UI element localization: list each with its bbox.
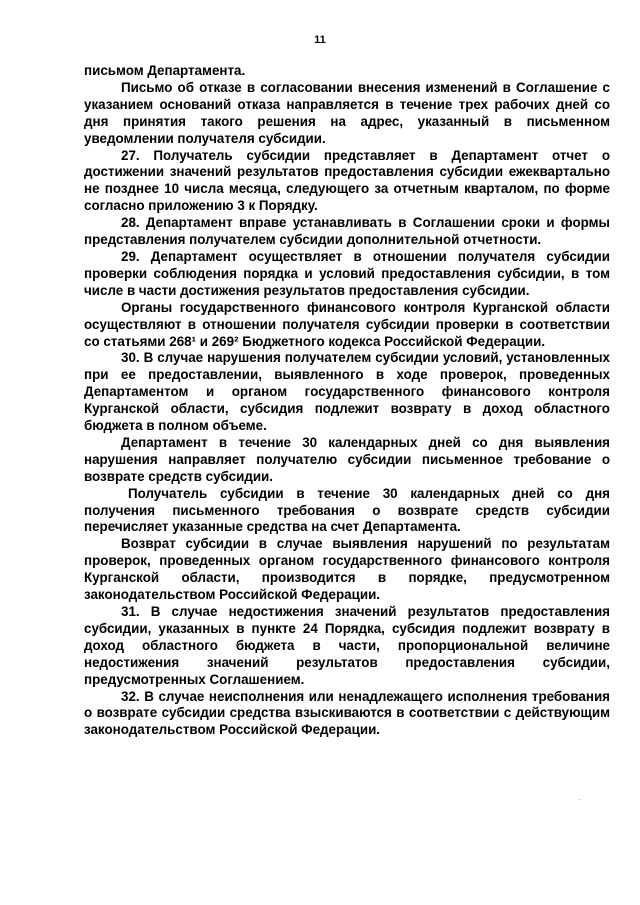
paragraph-30: 30. В случае нарушения получателем субсидии условий, установленных при ее предоставлении, выявленного в ходе проверок, проведенных Департаментом и органом государственного финансового контроля Курганской области, субсидия подлежит возврату в доход областного бюджета в полном объеме.	[84, 350, 610, 434]
paragraph-return-demand: Департамент в течение 30 календарных дней со дня выявления нарушения направляет получателю субсидии письменное требование о возврате средств субсидии.	[84, 434, 610, 484]
paragraph-return-procedure: Возврат субсидии в случае выявления нарушений по результатам проверок, проведенных органом государственного финансового контроля Курганской области, производится в порядке, предусмотренном законодательством Российской Федерации.	[84, 536, 610, 603]
paragraph-32: 32. В случае неисполнения или ненадлежащего исполнения требования о возврате субсидии средства взыскиваются в соответствии с действующим законодательством Российской Федерации.	[84, 688, 610, 738]
paragraph-29: 29. Департамент осуществляет в отношении получателя субсидии проверки соблюдения порядка и условий предоставления субсидии, в том числе в части достижения результатов предоставления субсидии.	[84, 248, 610, 298]
document-body	[84, 63, 610, 739]
scan-mark: ·	[578, 795, 581, 804]
paragraph-financial-control: Органы государственного финансового контроля Курганской области осуществляют в отношении получателя субсидии проверки в соответствии со статьями 268¹ и 269² Бюджетного кодекса Российской Федерации.	[84, 299, 610, 349]
paragraph-continuation: письмом Департамента.	[84, 63, 246, 78]
page-number: 11	[314, 34, 326, 46]
paragraph-recipient-transfer: Получатель субсидии в течение 30 календарных дней со дня получения письменного требования о возврате средств субсидии перечисляет указанные средства на счет Департамента.	[84, 485, 610, 535]
paragraph-28: 28. Департамент вправе устанавливать в Соглашении сроки и формы представления получателем субсидии дополнительной отчетности.	[84, 215, 610, 248]
paragraph-refusal-letter: Письмо об отказе в согласовании внесения изменений в Соглашение с указанием оснований отказа направляется в течение трех рабочих дней со дня принятия такого решения на адрес, указанный в письменном уведомлении получателя субсидии.	[84, 79, 610, 146]
paragraph-27: 27. Получатель субсидии представляет в Департамент отчет о достижении значений результатов предоставления субсидии ежеквартально не позднее 10 числа месяца, следующего за отчетным кварталом, по форме согласно приложению 3 к Порядку.	[84, 147, 610, 214]
paragraph-31: 31. В случае недостижения значений результатов предоставления субсидии, указанных в пункте 24 Порядка, субсидия подлежит возврату в доход областного бюджета в части, пропорциональной величине недостижения значений результатов предоставления субсидии, предусмотренных Соглашением.	[84, 604, 610, 687]
